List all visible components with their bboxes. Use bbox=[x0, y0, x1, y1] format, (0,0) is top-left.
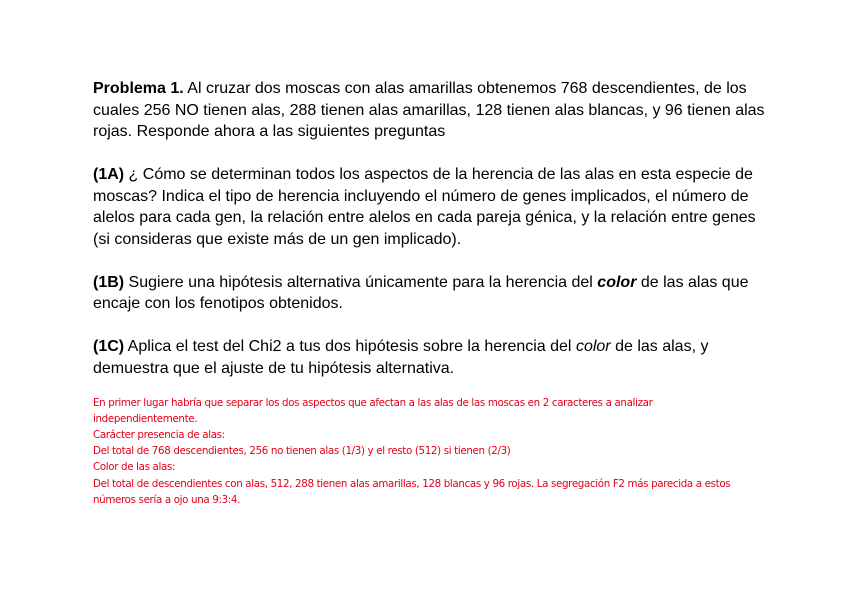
question-1b-text-before: Sugiere una hipótesis alternativa únicamente para la herencia del bbox=[124, 273, 598, 291]
question-1c-label: (1C) bbox=[93, 338, 125, 355]
answer-line-intro: En primer lugar habría que separar los dos aspectos que afectan a las alas de las moscas en 2 caracteres a analizar independientemente. bbox=[93, 396, 653, 425]
answer-line-color-detail: Del total de descendientes con alas, 512, 288 tienen alas amarillas, 128 blancas y 96 rojas. La segregación F2 más parecida a estos números sería a ojo una 9:3:4. bbox=[93, 477, 731, 506]
question-1a bbox=[93, 164, 773, 250]
answer-line-presence-detail: Del total de 768 descendientes, 256 no tienen alas (1/3) y el resto (512) si tienen (2/3) bbox=[93, 445, 511, 458]
question-1b-emphasis: color bbox=[597, 273, 637, 291]
question-1a-label: (1A) bbox=[93, 166, 125, 183]
question-1b bbox=[93, 272, 773, 315]
question-1b-text-after: de las alas que encaje con los fenotipos obtenidos. bbox=[93, 273, 749, 312]
problem-text: Al cruzar dos moscas con alas amarillas obtenemos 768 descendientes, de los cuales 256 NO tienen alas, 288 tienen alas amarillas, 128 tienen alas blancas, y 96 tienen alas rojas. Responde ahora a las siguientes preguntas bbox=[93, 80, 765, 140]
problem-label: Problema 1. bbox=[93, 80, 184, 97]
question-1c-text-after: de las alas, y demuestra que el ajuste de tu hipótesis alternativa. bbox=[93, 338, 709, 377]
answer-line-color-heading: Color de las alas: bbox=[93, 461, 176, 474]
question-1c-text-before: Aplica el test del Chi2 a tus dos hipótesis sobre la herencia del bbox=[124, 338, 576, 355]
document-body bbox=[93, 78, 773, 508]
question-1c-emphasis: color bbox=[575, 338, 611, 355]
question-1a-text: ¿ Cómo se determinan todos los aspectos de la herencia de las alas en esta especie de moscas? Indica el tipo de herencia incluyendo el número de genes implicados, el número de alelos para cada gen, la relación entre alelos en cada pareja génica, y la relación entre genes (si consideras que existe más de un gen implicado). bbox=[93, 166, 756, 248]
answer-block bbox=[93, 395, 758, 508]
problem-statement bbox=[93, 78, 773, 143]
question-1b-label: (1B) bbox=[93, 273, 125, 291]
question-1c bbox=[93, 336, 773, 379]
answer-line-presence-heading: Carácter presencia de alas: bbox=[93, 428, 225, 441]
